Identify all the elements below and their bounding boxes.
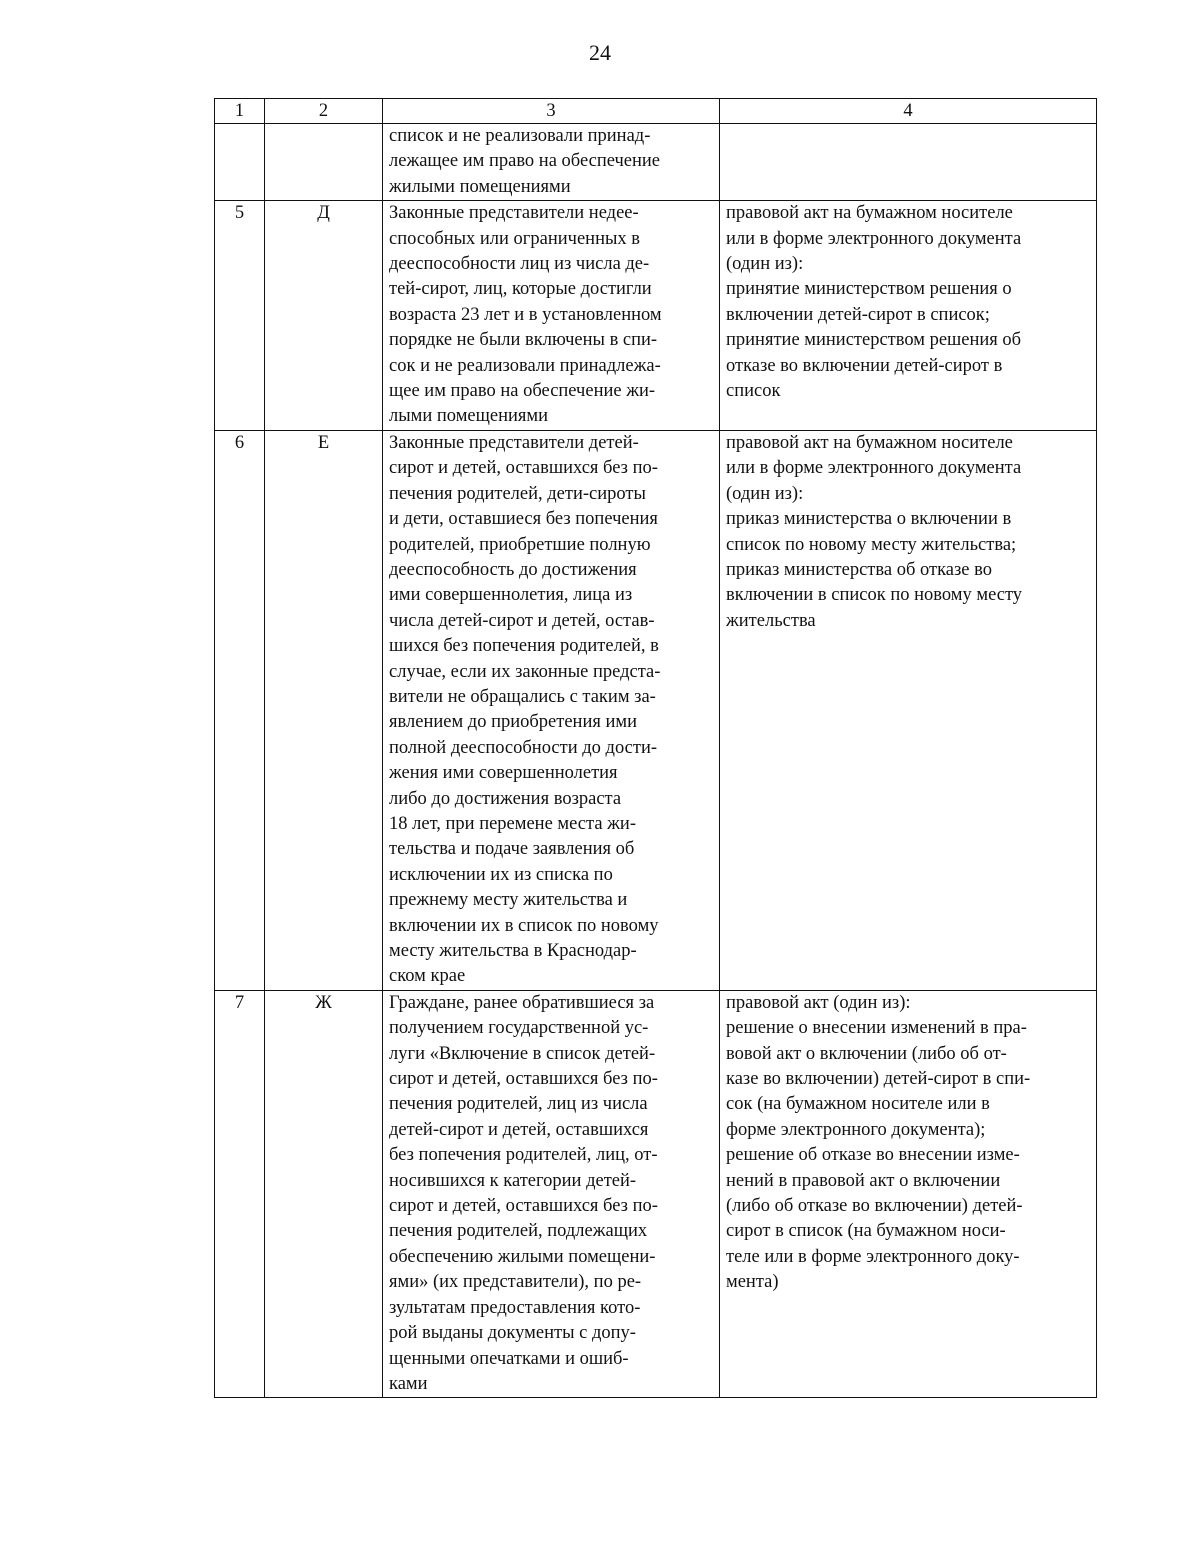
text-line: правовой акт на бумажном носителе <box>726 203 1013 224</box>
text-line: получением государственной ус- <box>389 1018 649 1039</box>
text-line: детей-сирот и детей, оставшихся <box>389 1119 649 1140</box>
table-row <box>215 201 1097 431</box>
text-line: принятие министерством решения об <box>726 330 1022 351</box>
text-line: случае, если их законные предста- <box>389 661 661 682</box>
text-line: или в форме электронного документа <box>726 458 1022 479</box>
text-line: сирот и детей, оставшихся без по- <box>389 1196 658 1217</box>
text-line: печения родителей, подлежащих <box>389 1221 648 1242</box>
row-letter-cell <box>265 124 383 201</box>
text-line: казе во включении) детей-сирот в спи- <box>726 1069 1031 1090</box>
header-cell-2: 2 <box>265 99 383 124</box>
text-line: порядке не были включены в спи- <box>389 330 658 351</box>
text-line: щее им право на обеспечение жи- <box>389 381 656 402</box>
result-document-cell <box>720 430 1097 990</box>
applicant-category-cell <box>383 201 720 431</box>
text-line: сок (на бумажном носителе или в <box>726 1094 990 1115</box>
text-line: сирот и детей, оставшихся без по- <box>389 1069 658 1090</box>
text-line: приказ министерства об отказе во <box>726 559 992 580</box>
row-number-cell: 5 <box>215 201 265 431</box>
result-document-cell <box>720 201 1097 431</box>
text-line: дееспособность до достижения <box>389 559 637 580</box>
text-line: включении детей-сирот в список; <box>726 304 990 325</box>
text-line: сирот и детей, оставшихся без по- <box>389 458 658 479</box>
text-line: способных или ограниченных в <box>389 228 641 249</box>
text-line: отказе во включении детей-сирот в <box>726 355 1003 376</box>
header-cell-1: 1 <box>215 99 265 124</box>
text-line: жилыми помещениями <box>389 176 571 197</box>
applicant-category-cell <box>383 430 720 990</box>
text-line: ками <box>389 1373 428 1394</box>
text-line: Граждане, ранее обратившиеся за <box>389 992 655 1013</box>
text-line: жения ими совершеннолетия <box>389 763 618 784</box>
text-line: или в форме электронного документа <box>726 228 1022 249</box>
text-line: решение о внесении изменений в пра- <box>726 1018 1027 1039</box>
text-line: список и не реализовали принад- <box>389 126 651 146</box>
text-line: нений в правовой акт о включении <box>726 1170 1001 1191</box>
text-line: прежнему месту жительства и <box>389 890 628 911</box>
page-number: 24 <box>589 40 611 65</box>
text-line: принятие министерством решения о <box>726 279 1012 300</box>
row-letter-cell: Д <box>265 201 383 431</box>
text-line: форме электронного документа); <box>726 1119 986 1140</box>
text-line: рой выданы документы с допу- <box>389 1323 636 1344</box>
text-line: теле или в форме электронного доку- <box>726 1246 1020 1267</box>
table-row <box>215 430 1097 990</box>
header-cell-4: 4 <box>720 99 1097 124</box>
text-line: правовой акт на бумажном носителе <box>726 432 1013 453</box>
text-line: либо до достижения возраста <box>389 788 622 809</box>
text-line: и дети, оставшиеся без попечения <box>389 509 658 530</box>
row-number-cell <box>215 124 265 201</box>
text-line: вители не обращались с таким за- <box>389 686 656 707</box>
text-line: решение об отказе во внесении изме- <box>726 1145 1020 1166</box>
text-line: (один из): <box>726 483 804 504</box>
text-line: печения родителей, дети-сироты <box>389 483 646 504</box>
text-line: включении в список по новому месту <box>726 585 1023 606</box>
text-line: тельства и подаче заявления об <box>389 839 635 860</box>
text-line: список по новому месту жительства; <box>726 534 1017 555</box>
text-line: обеспечению жилыми помещени- <box>389 1246 656 1267</box>
row-letter-cell: Ж <box>265 990 383 1398</box>
text-line: дееспособности лиц из числа де- <box>389 254 650 275</box>
text-line: список <box>726 381 781 402</box>
table-row <box>215 124 1097 201</box>
text-line: зультатам предоставления кото- <box>389 1297 641 1318</box>
text-line: ском крае <box>389 966 466 987</box>
text-line: носившихся к категории детей- <box>389 1170 637 1191</box>
table-row <box>215 990 1097 1398</box>
table-header-row <box>215 99 1097 124</box>
text-line: ями» (их представители), по ре- <box>389 1272 642 1293</box>
text-line: мента) <box>726 1272 779 1293</box>
text-line: сок и не реализовали принадлежа- <box>389 355 661 376</box>
text-line: полной дееспособности до дости- <box>389 737 658 758</box>
text-line: явлением до приобретения ими <box>389 712 637 733</box>
text-line: печения родителей, лиц из числа <box>389 1094 648 1115</box>
applicant-category-cell <box>383 124 720 201</box>
text-line: сирот в список (на бумажном носи- <box>726 1221 1006 1242</box>
row-number-cell: 6 <box>215 430 265 990</box>
header-cell-3: 3 <box>383 99 720 124</box>
text-line: без попечения родителей, лиц, от- <box>389 1145 658 1166</box>
text-line: Законные представители детей- <box>389 432 639 453</box>
text-line: лежащее им право на обеспечение <box>389 151 661 172</box>
row-letter-cell: Е <box>265 430 383 990</box>
text-line: месту жительства в Краснодар- <box>389 941 637 961</box>
applicant-category-cell <box>383 990 720 1398</box>
text-line: правовой акт (один из): <box>726 992 911 1013</box>
text-line: шихся без попечения родителей, в <box>389 636 659 657</box>
text-line: жительства <box>726 610 816 631</box>
text-line: Законные представители недее- <box>389 203 639 224</box>
text-line: вовой акт о включении (либо об от- <box>726 1043 1007 1064</box>
services-table <box>214 98 1097 1398</box>
text-line: щенными опечатками и ошиб- <box>389 1348 629 1369</box>
text-line: исключении их из списка по <box>389 864 613 885</box>
text-line: луги «Включение в список детей- <box>389 1043 656 1064</box>
text-line: (либо об отказе во включении) детей- <box>726 1196 1023 1217</box>
text-line: возраста 23 лет и в установленном <box>389 304 662 325</box>
text-line: включении их в список по новому <box>389 915 659 936</box>
row-number-cell: 7 <box>215 990 265 1398</box>
text-line: 18 лет, при перемене места жи- <box>389 813 636 834</box>
result-document-cell <box>720 990 1097 1398</box>
text-line: приказ министерства о включении в <box>726 509 1012 530</box>
result-document-cell <box>720 124 1097 201</box>
text-line: лыми помещениями <box>389 406 548 427</box>
text-line: (один из): <box>726 254 804 275</box>
text-line: ими совершеннолетия, лица из <box>389 585 633 606</box>
text-line: числа детей-сирот и детей, остав- <box>389 610 655 631</box>
text-line: тей-сирот, лиц, которые достигли <box>389 279 652 300</box>
text-line: родителей, приобретшие полную <box>389 534 651 555</box>
